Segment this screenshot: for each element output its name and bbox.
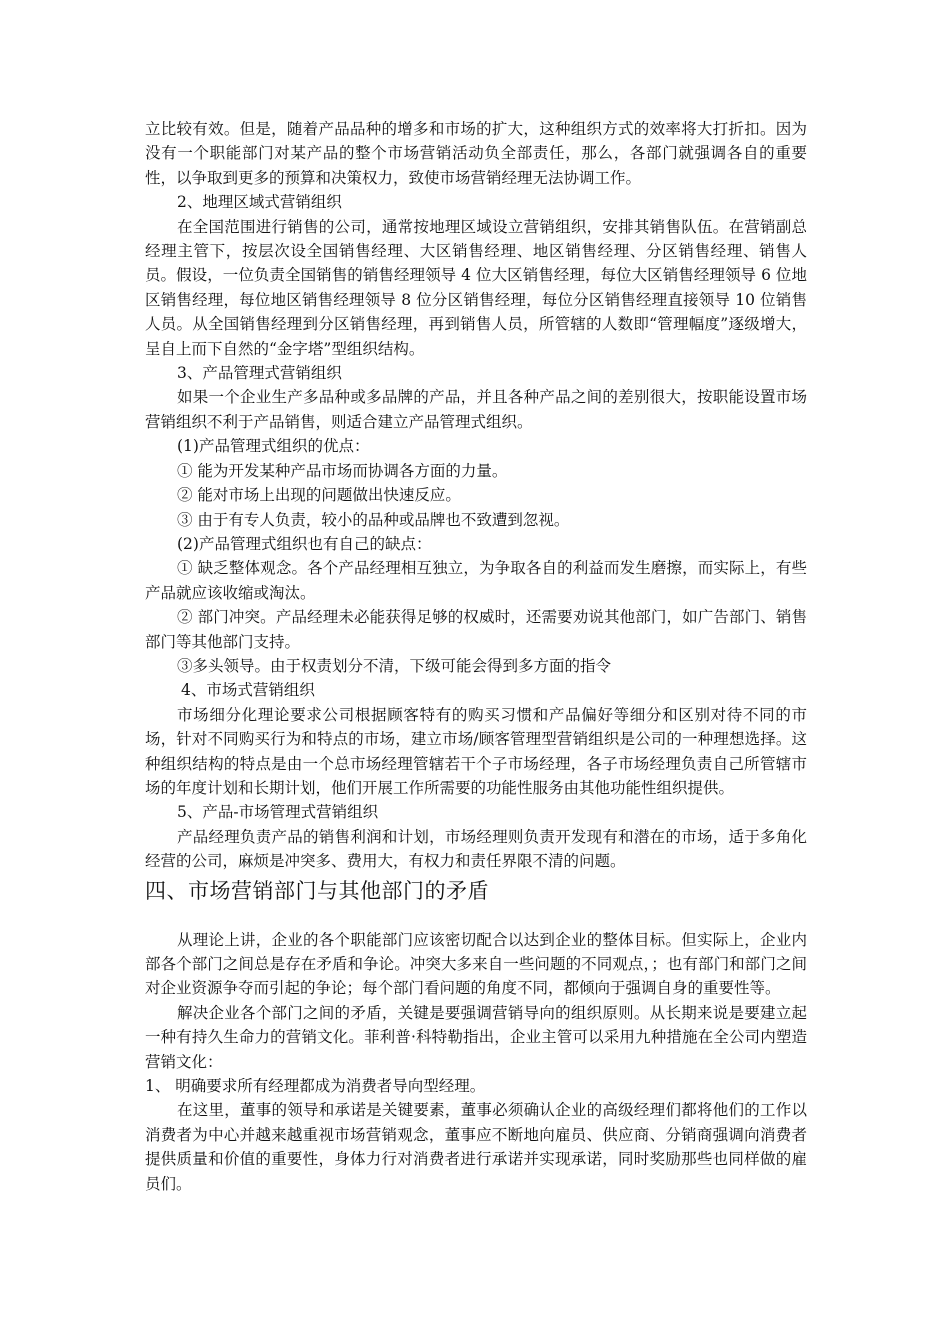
paragraph-product: 如果一个企业生产多品种或多品牌的产品，并且各种产品之间的差别很大，按职能设置市场营销组织不利于产品销售，则适合建立产品管理式组织。 [145,388,807,431]
heading-market-organization: 4、市场式营销组织 [181,681,315,700]
paragraph-item-1-detail: 在这里，董事的领导和承诺是关键要素，董事必须确认企业的高级经理们都将他们的工作以消费者为中心并越来越重视市场营销观念，董事应不断地向雇员、供应商、分销商强调向消费者提供质量和价值的重要性，身体力行对消费者进行承诺并实现承诺，同时奖励那些也同样做的雇员们。 [145,1101,807,1193]
disadvantage-item-1: ① 缺乏整体观念。各个产品经理相互独立，为争取各自的利益而发生磨擦，而实际上，有些产品就应该收缩或淘汰。 [145,559,807,602]
paragraph-geographic: 在全国范围进行销售的公司，通常按地理区域设立营销组织，安排其销售队伍。在营销副总经理主管下，按层次设全国销售经理、大区销售经理、地区销售经理、分区销售经理、销售人员。假设，一位负责全国销售的销售经理领导 4 位大区销售经理，每位大区销售经理领导 6 位地区销售经理，每位地区销售经理领导 8 位分区销售经理，每位分区销售经理直接领导 10 位销售人员。从全国销售经理到分区销售经理，再到销售人员，所管辖的人数即“管理幅度”逐级增大，呈自上而下自然的“金字塔”型组织结构。 [145,217,807,358]
section-title: 四、市场营销部门与其他部门的矛盾 [145,878,489,903]
heading-product-market-organization: 5、产品-市场管理式营销组织 [177,803,379,822]
paragraph-intro: 立比较有效。但是，随着产品品种的增多和市场的扩大，这种组织方式的效率将大打折扣。因为没有一个职能部门对某产品的整个市场营销活动负全部责任，那么，各部门就强调各自的重要性，以争取到更多的预算和决策权力，致使市场营销经理无法协调工作。 [145,120,807,187]
heading-geographic-organization: 2、地理区域式营销组织 [177,193,342,212]
numbered-item-1: 1、 明确要求所有经理都成为消费者导向型经理。 [145,1077,486,1096]
paragraph-market: 市场细分化理论要求公司根据顾客特有的购买习惯和产品偏好等细分和区别对待不同的市场，针对不同购买行为和特点的市场，建立市场/顾客管理型营销组织是公司的一种理想选择。这种组织结构的特点是由一个总市场经理管辖若干个子市场经理，各子市场经理负责自己所管辖市场的年度计划和长期计划，他们开展工作所需要的功能性服务由其他功能性组织提供。 [145,705,807,797]
document-body [145,117,807,1196]
paragraph-product-market: 产品经理负责产品的销售利润和计划，市场经理则负责开发现有和潜在的市场，适于多角化经营的公司，麻烦是冲突多、费用大，有权力和责任界限不清的问题。 [145,827,807,871]
disadvantage-item-3: ③多头领导。由于权责划分不清，下级可能会得到多方面的指令 [177,656,612,675]
advantage-item-1: ① 能为开发某种产品市场而协调各方面的力量。 [177,461,508,480]
advantage-item-2: ② 能对市场上出现的问题做出快速反应。 [177,486,461,505]
disadvantages-title: (2)产品管理式组织也有自己的缺点： [177,534,432,553]
heading-product-organization: 3、产品管理式营销组织 [177,364,342,383]
disadvantage-item-2: ② 部门冲突。产品经理未必能获得足够的权威时，还需要劝说其他部门，如广告部门、销售部门等其他部门支持。 [145,608,807,651]
advantage-item-3: ③ 由于有专人负责，较小的品种或品牌也不致遭到忽视。 [177,510,570,529]
advantages-title: (1)产品管理式组织的优点： [177,437,370,456]
paragraph-conflict: 从理论上讲，企业的各个职能部门应该密切配合以达到企业的整体目标。但实际上，企业内部各个部门之间总是存在矛盾和争论。冲突大多来自一些问题的不同观点，；也有部门和部门之间对企业资源争夺而引起的争论；每个部门看问题的角度不同，都倾向于强调自身的重要性等。 [145,930,807,998]
paragraph-solution: 解决企业各个部门之间的矛盾，关键是要强调营销导向的组织原则。从长期来说是要建立起一种有持久生命力的营销文化。菲利普·科特勒指出，企业主管可以采用九种措施在全公司内塑造营销文化： [145,1003,807,1071]
